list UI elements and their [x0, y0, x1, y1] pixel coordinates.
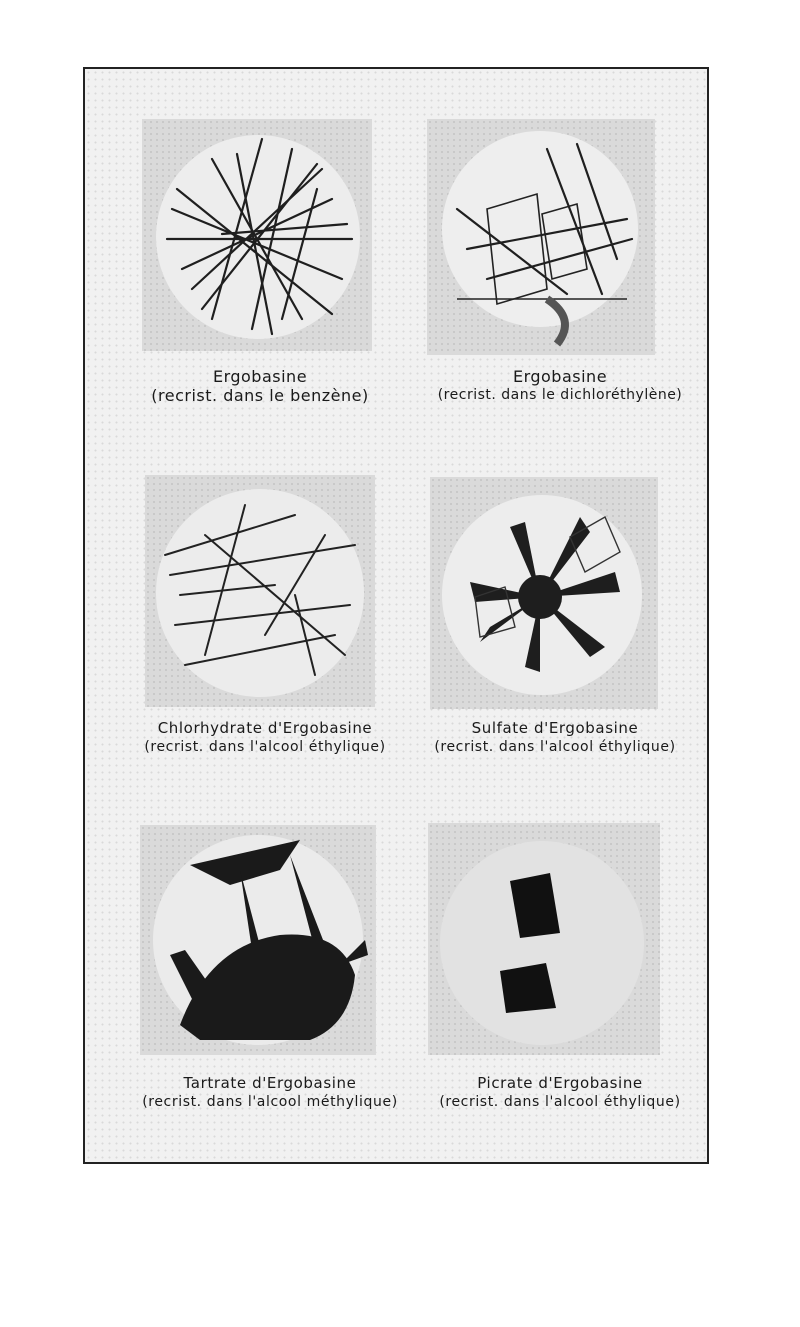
caption-4-note: (recrist. dans l'alcool éthylique): [434, 739, 676, 755]
caption-5-title: Tartrate d'Ergobasine: [183, 1074, 357, 1092]
micrograph-6: [428, 823, 660, 1055]
tuft-icon: [140, 825, 376, 1055]
micrograph-5: [140, 825, 376, 1055]
needle-icon: [145, 475, 375, 707]
needle-icon: [142, 119, 372, 351]
rosette-icon: [430, 477, 658, 709]
caption-6: [420, 1074, 700, 1112]
caption-3-note: (recrist. dans l'alcool éthylique): [144, 739, 386, 755]
caption-4: [410, 719, 700, 757]
caption-3: [125, 719, 405, 757]
micrograph-4: [430, 477, 658, 709]
micrograph-1: [142, 119, 372, 351]
prism-icon: [427, 119, 655, 355]
caption-2: [410, 367, 710, 405]
caption-5: [120, 1074, 420, 1112]
caption-6-title: Picrate d'Ergobasine: [477, 1074, 643, 1092]
caption-1: [130, 367, 390, 405]
plate-frame: [83, 67, 709, 1164]
block-icon: [428, 823, 660, 1055]
caption-3-title: Chlorhydrate d'Ergobasine: [157, 719, 373, 737]
caption-6-note: (recrist. dans l'alcool éthylique): [439, 1094, 681, 1110]
caption-1-title: Ergobasine: [212, 367, 308, 386]
micrograph-3: [145, 475, 375, 707]
caption-2-note: (recrist. dans le dichloréthylène): [437, 387, 683, 403]
micrograph-2: [427, 119, 655, 355]
caption-4-title: Sulfate d'Ergobasine: [471, 719, 639, 737]
caption-1-note: (recrist. dans le benzène): [151, 386, 369, 405]
caption-5-note: (recrist. dans l'alcool méthylique): [142, 1094, 398, 1110]
caption-2-title: Ergobasine: [512, 367, 608, 386]
